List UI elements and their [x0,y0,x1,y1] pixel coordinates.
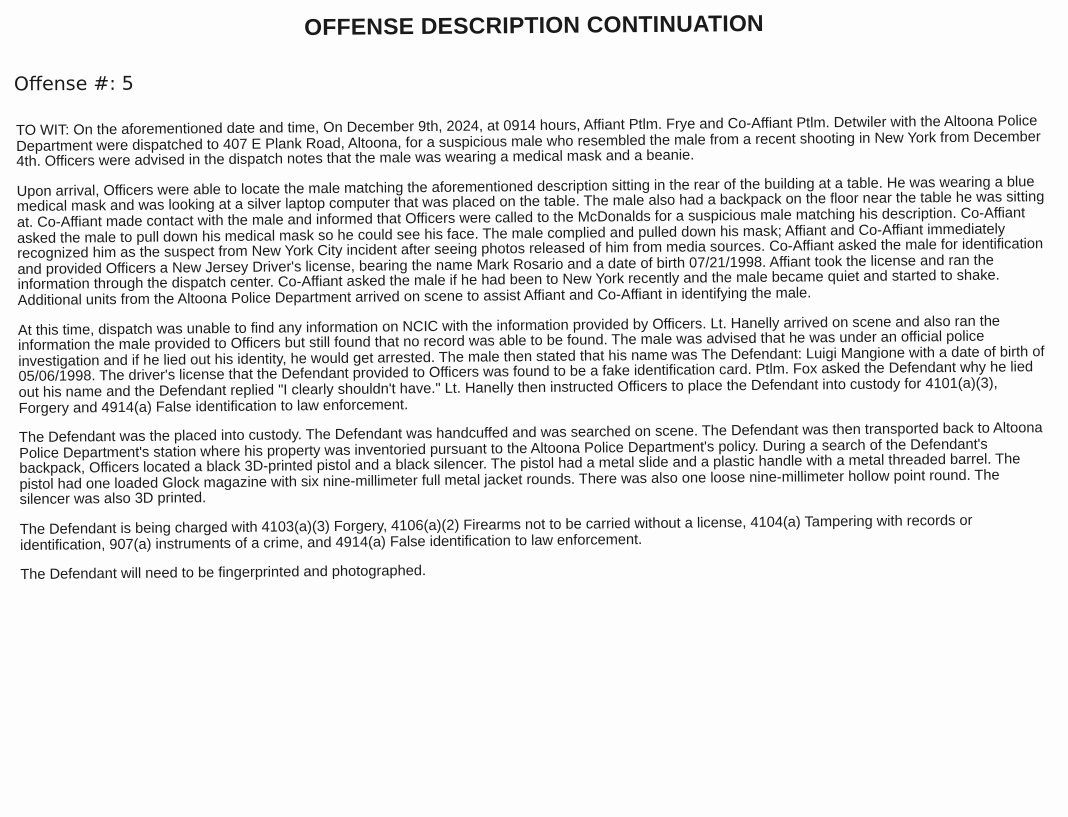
paragraph-upon-arrival: Upon arrival, Officers were able to locate the male matching the aforementioned description sitting in the rear of the building at a table. He was wearing a blue medical mask and was looking at a silver laptop computer that was placed on the table. The male also had a backpack on the floor near the table he was sitting at. Co-Affiant made contact with the male and informed that Officers were called to the McDonalds for a suspicious male matching his description. Co-Affiant asked the male to pull down his medical mask so he could see his face. The male complied and pulled down his mask; Affiant and Co-Affiant immediately recognized him as the suspect from New York City incident after seeing photos released of him from media sources. Co-Affiant asked the male for identification and provided Officers a New Jersey Driver's license, bearing the name Mark Rosario and a date of birth 07/21/1998. Affiant took the license and ran the information through the dispatch center. Co-Affiant asked the male if he had been to New York recently and the male became quiet and started to shake. Additional units from the Altoona Police Department arrived on scene to assist Affiant and Co-Affiant in identifying the male. [16,174,1045,309]
paragraph-to-wit: TO WIT: On the aforementioned date and time, On December 9th, 2024, at 0914 hours, Affiant Ptlm. Frye and Co-Affiant Ptlm. Detwiler with the Altoona Police Department were dispatched to 407 E Plank Road, Altoona, for a suspicious male who resembled the male from a recent shooting in New York from December 4th. Officers were advised in the dispatch notes that the male was wearing a medical mask and a beanie. [15,113,1041,171]
offense-label: Offense #: [13,72,116,96]
paragraph-charges: The Defendant is being charged with 4103(a)(3) Forgery, 4106(a)(2) Firearms not to be carried without a license, 4104(a) Tampering with records or identification, 907(a) instruments of a crime, and 4914(a) False identification to law enforcement. [19,512,973,554]
offense-number-line [14,73,134,96]
offense-number: 5 [121,72,134,95]
paragraph-dispatch-ncic: At this time, dispatch was unable to find any information on NCIC with the information provided by Officers. Lt. Hanelly arrived on scene and also ran the information the male provided to Officers but still found that no record was able to be found. The male was advised that he was under an official police investigation and if he lied out his identity, he would get arrested. The male then stated that his name was The Defendant: Luigi Mangione with a date of birth of 05/06/1998. The driver's license that the Defendant provided to Officers was found to be a fake identification card. Ptlm. Fox asked the Defendant why he lied out his name and the Defendant replied "I clearly shouldn't have." Lt. Hanelly then instructed Officers to place the Defendant into custody for 4101(a)(3), Forgery and 4914(a) False identification to law enforcement. [17,313,1045,417]
paragraph-fingerprinted: The Defendant will need to be fingerprinted and photographed. [20,563,427,584]
paragraph-custody-search: The Defendant was the placed into custody. The Defendant was handcuffed and was searched on scene. The Defendant was then transported back to Altoona Police Department's station where his property was inventoried pursuant to the Altoona Police Department's policy. During a search of the Defendant's backpack, Officers located a black 3D-printed pistol and a black silencer. The pistol had a metal slide and a plastic handle with a metal threaded barrel. The pistol had one loaded Glock magazine with six nine-millimeter full metal jacket rounds. There was also one loose nine-millimeter hollow point round. The silencer was also 3D printed. [18,420,1043,509]
document-title: OFFENSE DESCRIPTION CONTINUATION [304,9,764,41]
offense-description-body [16,114,1053,598]
